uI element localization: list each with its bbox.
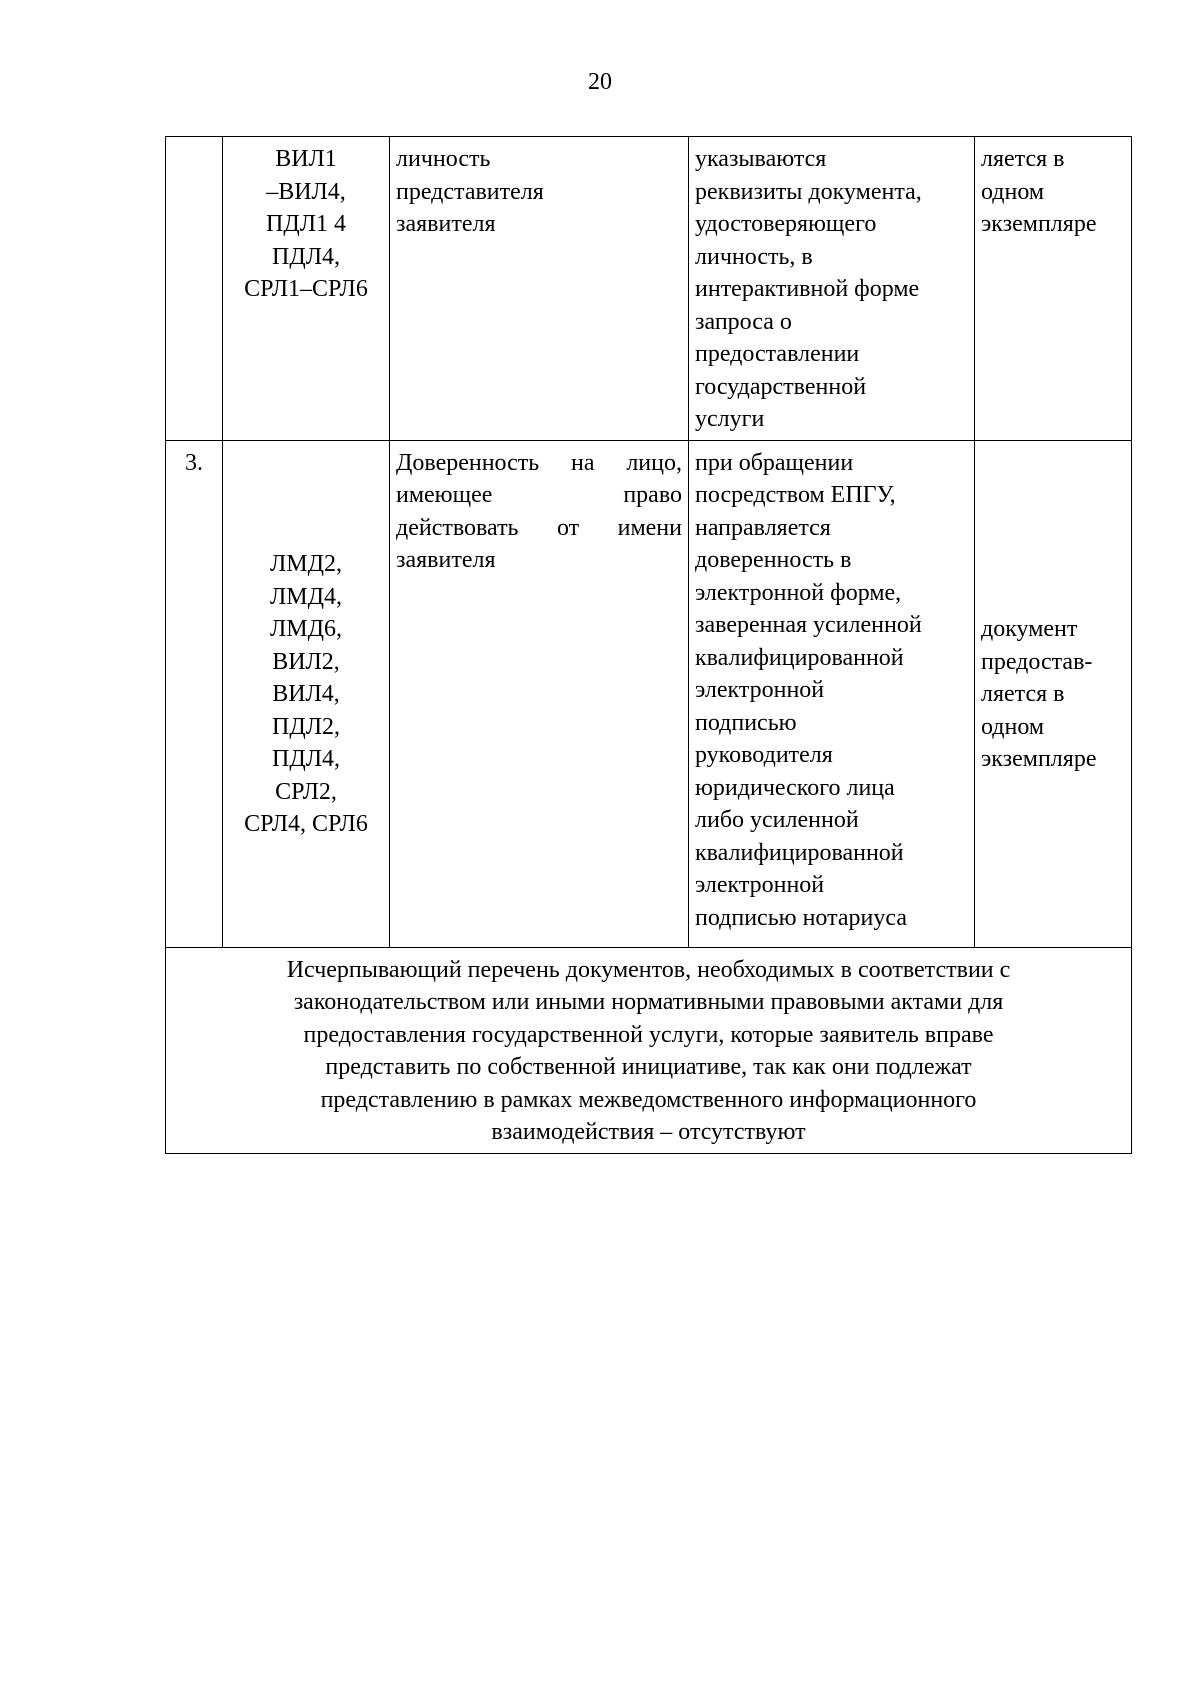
requirement-line: подписью нотариуса — [695, 904, 907, 931]
requirement-line: удостоверяющего — [695, 211, 877, 237]
row-number-cell: 3. — [166, 440, 223, 947]
requirement-line: запроса о — [695, 308, 792, 335]
requirement-line: заверенная усиленной — [695, 612, 922, 638]
document-name-cell — [390, 137, 689, 441]
code-line: ВИЛ1 — [275, 146, 337, 172]
table-row — [166, 137, 1132, 441]
requirement-line: юридического лица — [695, 774, 895, 801]
requirements-cell — [689, 137, 975, 441]
document-line: заявителя — [396, 547, 496, 573]
code-line: СРЛ1–СРЛ6 — [244, 276, 368, 302]
code-line: СРЛ4, СРЛ6 — [244, 811, 368, 838]
requirement-line: указываются — [695, 146, 827, 172]
requirement-line: квалифицированной — [695, 644, 904, 671]
requirement-line: электронной форме, — [695, 579, 902, 606]
footer-line: представить по собственной инициативе, так как они подлежат — [325, 1054, 972, 1080]
requirement-line: интерактивной форме — [695, 276, 920, 302]
footer-line: предоставления государственной услуги, которые заявитель вправе — [303, 1021, 994, 1048]
note-line: документ — [981, 616, 1078, 643]
document-line: представителя — [396, 178, 544, 205]
requirement-line: посредством ЕПГУ, — [695, 482, 896, 508]
requirement-line: квалифицированной — [695, 839, 904, 866]
note-cell — [975, 440, 1132, 947]
code-line: ПДЛ4, — [272, 243, 340, 270]
requirement-line: государственной — [695, 373, 867, 400]
requirement-line: реквизиты документа, — [695, 178, 922, 205]
footer-line: взаимодействия – отсутствуют — [491, 1119, 806, 1145]
requirement-line: руководителя — [695, 742, 833, 768]
note-line: одном — [981, 178, 1045, 205]
page-number: 20 — [588, 69, 612, 95]
document-line: Доверенность на лицо, — [396, 449, 682, 476]
document-name-cell — [390, 440, 689, 947]
requirement-line: либо усиленной — [695, 807, 859, 833]
code-line: ПДЛ2, — [272, 713, 340, 740]
note-line: предостав- — [981, 648, 1093, 675]
footer-line: Исчерпывающий перечень документов, необходимых в соответствии с — [286, 956, 1011, 983]
code-cell — [223, 137, 390, 441]
document-line: действовать от имени — [396, 514, 682, 541]
note-cell — [975, 137, 1132, 441]
requirement-line: при обращении — [695, 449, 854, 476]
documents-table — [165, 136, 1132, 1154]
requirement-line: электронной — [695, 872, 825, 898]
code-line: ЛМД2, — [270, 551, 342, 578]
note-line: ляется в — [981, 146, 1065, 172]
note-line: ляется в — [981, 681, 1065, 708]
code-line: ВИЛ2, — [272, 648, 340, 675]
code-line: ПДЛ1 4 — [266, 211, 346, 237]
code-line: ВИЛ4, — [272, 681, 340, 708]
requirement-line: личность, в — [695, 243, 813, 270]
row-number-cell — [166, 137, 223, 441]
document-line: личность — [396, 146, 491, 172]
document-line: заявителя — [396, 211, 496, 237]
requirement-line: предоставлении — [695, 341, 860, 367]
requirement-line: услуги — [695, 406, 765, 432]
requirement-line: доверенность в — [695, 547, 852, 573]
code-line: ЛМД4, — [270, 583, 342, 610]
footer-line: представлению в рамках межведомственного информационного — [320, 1086, 977, 1113]
footer-cell — [166, 947, 1132, 1153]
code-line: ПДЛ4, — [272, 746, 340, 773]
footer-line: законодательством или иными нормативными правовыми актами для — [293, 989, 1004, 1015]
requirement-line: электронной — [695, 677, 825, 703]
note-line: экземпляре — [981, 211, 1097, 237]
code-cell — [223, 440, 390, 947]
table-row — [166, 440, 1132, 947]
document-line: имеющее право — [396, 482, 682, 508]
requirement-line: направляется — [695, 514, 831, 541]
requirements-cell — [689, 440, 975, 947]
requirement-line: подписью — [695, 709, 797, 736]
note-line: одном — [981, 713, 1045, 740]
code-line: ЛМД6, — [270, 616, 342, 643]
code-line: –ВИЛ4, — [266, 178, 346, 205]
table-row — [166, 947, 1132, 1153]
code-line: СРЛ2, — [275, 778, 337, 805]
note-line: экземпляре — [981, 746, 1097, 773]
